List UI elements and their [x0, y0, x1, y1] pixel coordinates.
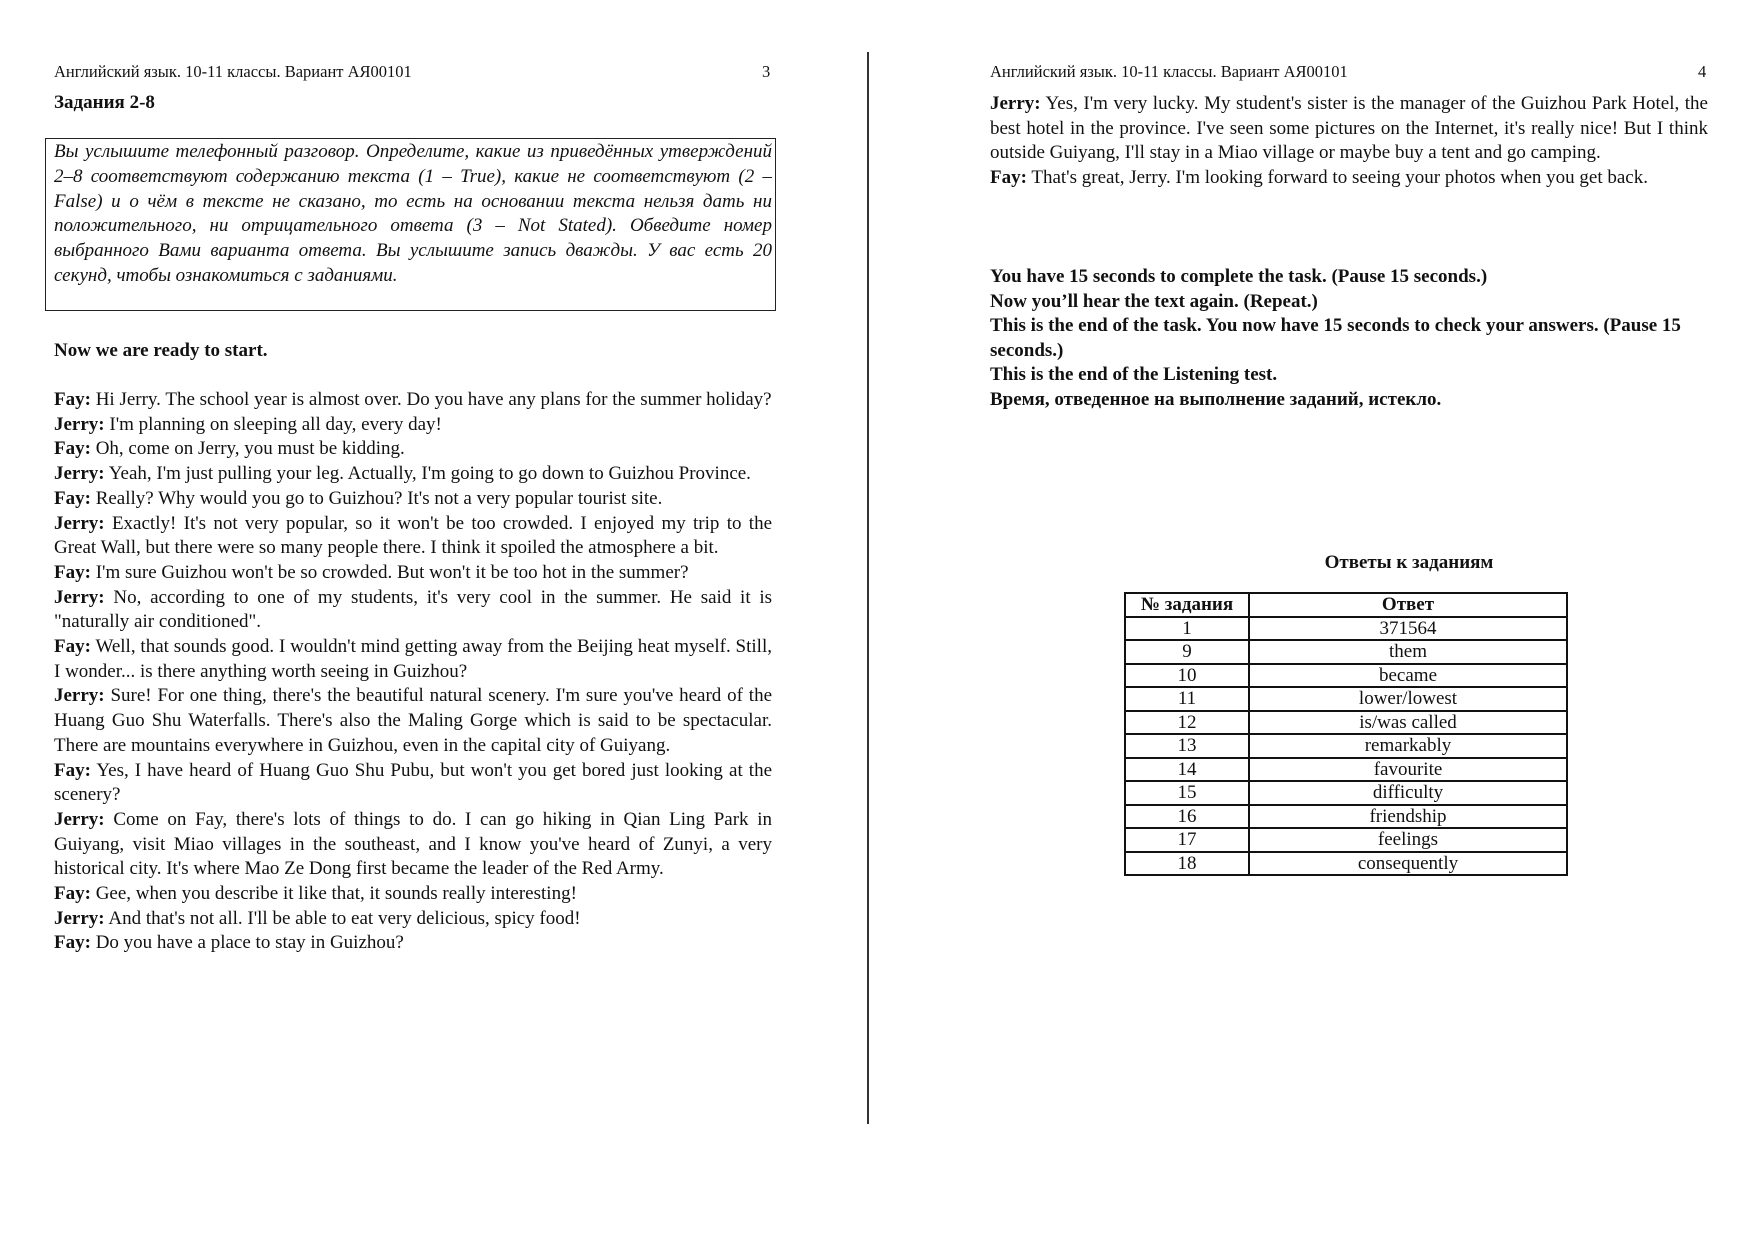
table-row [1125, 758, 1567, 782]
task-number: 1 [1125, 617, 1249, 641]
line-text: Come on Fay, there's lots of things to do. I can go hiking in Qian Ling Park in Guiyang, visit Miao villages in the southeast, and I know you've heard of Zunyi, a very historical city. It's where Mao Ze Dong first became the leader of the Red Army. [54, 808, 773, 880]
line-text: No, according to one of my students, it's very cool in the summer. He said it is "naturally air conditioned". [54, 586, 773, 633]
line-text: Well, that sounds good. I wouldn't mind getting away from the Beijing heat myself. Still, I wonder... is there anything worth seeing in Guizhou? [54, 636, 772, 682]
dialogue-right [990, 92, 1708, 191]
task-number: 17 [1125, 828, 1249, 852]
line-text: Really? Why would you go to Guizhou? It's not a very popular tourist site. [95, 487, 663, 509]
table-row [1125, 617, 1567, 641]
dialogue-line [54, 586, 772, 635]
speaker: Fay: [54, 932, 91, 954]
line-text: Yeah, I'm just pulling your leg. Actually, I'm going to go down to Guizhou Province. [108, 463, 751, 485]
answer: 371564 [1249, 617, 1567, 641]
task-number: 9 [1125, 640, 1249, 664]
dialogue-left [54, 388, 772, 956]
task-number: 10 [1125, 664, 1249, 688]
line-text: Sure! For one thing, there's the beautiful natural scenery. I'm sure you've heard of the Huang Guo Shu Waterfalls. There's also the Maling Gorge which is said to be spectacular. There are mountains everywhere in Guizhou, even in the capital city of Guiyang. [54, 685, 773, 756]
speaker: Jerry: [990, 93, 1041, 114]
right-page-header: Английский язык. 10-11 классы. Вариант АЯ00101 [990, 62, 1348, 81]
dialogue-line [54, 487, 772, 512]
dialogue-line [54, 907, 772, 932]
task-number: 12 [1125, 711, 1249, 735]
line-text: That's great, Jerry. I'm looking forward to seeing your photos when you get back. [1031, 167, 1648, 189]
dialogue-line [54, 759, 772, 808]
dialogue-line [990, 166, 1708, 191]
speaker: Jerry: [54, 512, 105, 534]
left-page-number: 3 [762, 62, 771, 81]
answer: them [1249, 640, 1567, 664]
speaker: Jerry: [54, 808, 105, 830]
line-text: Exactly! It's not very popular, so it won't be too crowded. I enjoyed my trip to the Great Wall, but there were so many people there. I think it spoiled the atmosphere a bit. [54, 512, 773, 559]
closing-instructions [990, 265, 1708, 412]
speaker: Jerry: [54, 413, 105, 435]
task-title: Задания 2-8 [54, 92, 155, 113]
task-number: 14 [1125, 758, 1249, 782]
line-text: Oh, come on Jerry, you must be kidding. [95, 438, 405, 460]
line-text: Yes, I'm very lucky. My student's sister is the manager of the Guizhou Park Hotel, the best hotel in the province. I've seen some pictures on the Internet, it's really nice! But I think outside Guiyang, I'll stay in a Miao village or maybe buy a tent and go camping. [990, 93, 1708, 164]
speaker: Fay: [54, 438, 91, 460]
dialogue-line [54, 413, 772, 438]
table-row [1125, 734, 1567, 758]
header-answer: Ответ [1249, 593, 1567, 617]
line-text: Hi Jerry. The school year is almost over. Do you have any plans for the summer holiday? [95, 389, 772, 410]
closing-line: Now you’ll hear the text again. (Repeat.) [990, 290, 1318, 312]
speaker: Fay: [54, 389, 91, 410]
line-text: Do you have a place to stay in Guizhou? [95, 932, 404, 954]
answer: difficulty [1249, 781, 1567, 805]
answer: feelings [1249, 828, 1567, 852]
answers-title: Ответы к заданиям [1324, 552, 1494, 573]
answer: friendship [1249, 805, 1567, 829]
line-text: I'm sure Guizhou won't be so crowded. But won't it be too hot in the summer? [95, 561, 689, 583]
table-row [1125, 640, 1567, 664]
table-row [1125, 805, 1567, 829]
task-number: 16 [1125, 805, 1249, 829]
speaker: Fay: [54, 759, 91, 781]
line-text: Gee, when you describe it like that, it sounds really interesting! [95, 883, 577, 905]
task-number: 15 [1125, 781, 1249, 805]
answer: is/was called [1249, 711, 1567, 735]
page-divider [867, 52, 869, 1124]
table-row [1125, 711, 1567, 735]
speaker: Fay: [54, 636, 91, 658]
dialogue-line [54, 462, 772, 487]
answer: remarkably [1249, 734, 1567, 758]
table-row [1125, 828, 1567, 852]
answer: lower/lowest [1249, 687, 1567, 711]
task-number: 18 [1125, 852, 1249, 876]
speaker: Fay: [54, 487, 91, 509]
speaker: Jerry: [54, 907, 105, 929]
dialogue-line [54, 931, 772, 956]
speaker: Fay: [54, 883, 91, 905]
line-text: I'm planning on sleeping all day, every day! [109, 413, 442, 435]
closing-line: You have 15 seconds to complete the task. (Pause 15 seconds.) [990, 266, 1488, 287]
instructions-text: Вы услышите телефонный разговор. Определите, какие из приведённых утверждений 2–8 соответствуют содержанию текста (1 – True), какие не соответствуют (2 – False) и о чём в тексте не сказано, то есть на основании текста нельзя дать ни положительного, ни отрицательного ответа (3 – Not Stated). Обведите номер выбранного Вами варианта ответа. Вы услышите запись дважды. У вас есть 20 секунд, чтобы ознакомиться с заданиями. [54, 141, 772, 286]
table-row [1125, 781, 1567, 805]
task-number: 11 [1125, 687, 1249, 711]
ready-line: Now we are ready to start. [54, 340, 268, 361]
answers-table [1124, 592, 1568, 876]
header-task-number: № задания [1125, 593, 1249, 617]
line-text: Yes, I have heard of Huang Guo Shu Pubu, but won't you get bored just looking at the scenery? [54, 759, 772, 806]
dialogue-line [54, 512, 772, 561]
closing-line: Время, отведенное на выполнение заданий, истекло. [990, 388, 1442, 410]
speaker: Jerry: [54, 463, 105, 485]
speaker: Jerry: [54, 586, 105, 608]
table-row [1125, 687, 1567, 711]
answer: consequently [1249, 852, 1567, 876]
dialogue-line [54, 388, 772, 413]
dialogue-line [990, 92, 1708, 166]
dialogue-line [54, 635, 772, 684]
answer: became [1249, 664, 1567, 688]
dialogue-line [54, 684, 772, 758]
answer: favourite [1249, 758, 1567, 782]
answers-header-row [1125, 593, 1567, 617]
dialogue-line [54, 561, 772, 586]
dialogue-line [54, 437, 772, 462]
dialogue-line [54, 808, 772, 882]
table-row [1125, 852, 1567, 876]
left-page-header: Английский язык. 10-11 классы. Вариант АЯ00101 [54, 62, 412, 81]
closing-line: This is the end of the Listening test. [990, 364, 1278, 385]
right-page-number: 4 [1698, 62, 1707, 81]
speaker: Jerry: [54, 685, 105, 707]
closing-line: This is the end of the task. You now have 15 seconds to check your answers. (Pause 15 seconds.) [990, 315, 1681, 361]
dialogue-line [54, 882, 772, 907]
speaker: Fay: [54, 561, 91, 583]
task-number: 13 [1125, 734, 1249, 758]
line-text: And that's not all. I'll be able to eat very delicious, spicy food! [108, 907, 581, 929]
table-row [1125, 664, 1567, 688]
speaker: Fay: [990, 167, 1027, 189]
